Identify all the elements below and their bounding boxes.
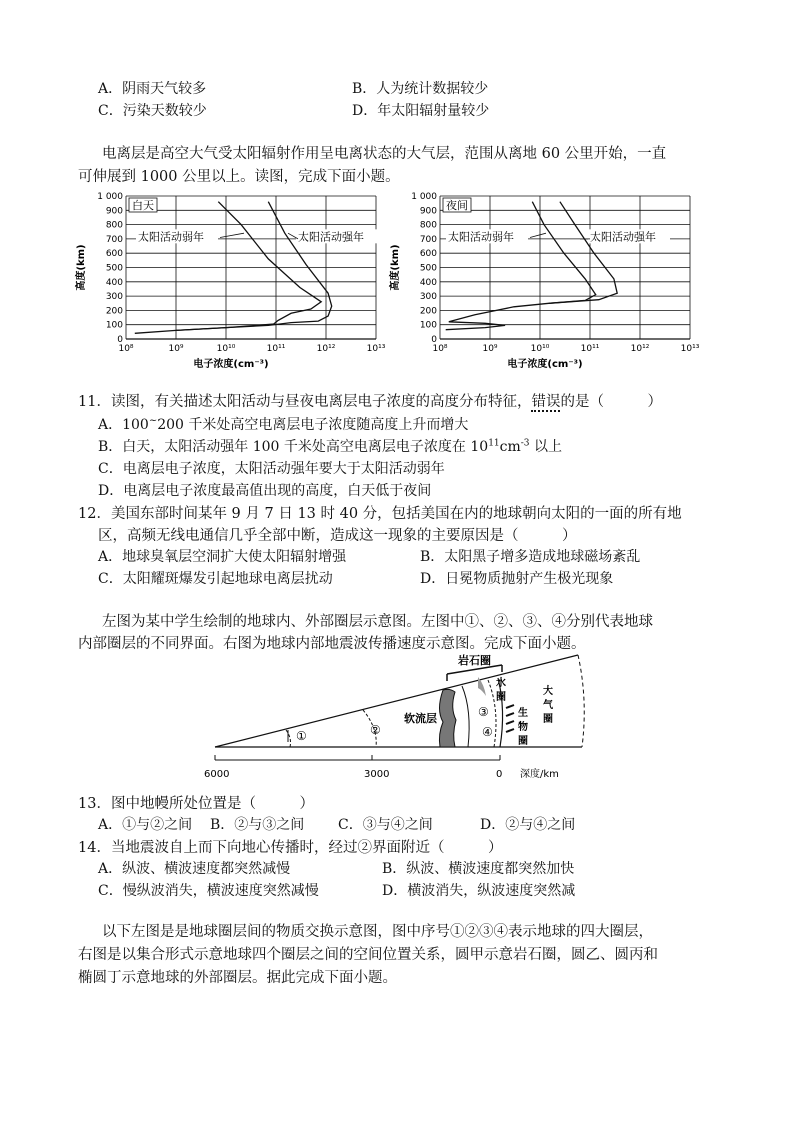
chart1-xtick-5: 10¹³ <box>680 344 700 354</box>
q11-option-c: C．电离层电子浓度，太阳活动强年要大于太阳活动弱年 <box>98 461 445 477</box>
chart1-ytick-6: 600 <box>419 249 437 260</box>
label-biosphere-1: 生 <box>518 708 528 719</box>
q11-option-a-start: A．100 <box>98 417 149 433</box>
chart1-ylabel: 高度(km) <box>390 244 401 291</box>
depth-label-3000: 3000 <box>364 769 390 780</box>
intro2-line1: 左图为某中学生绘制的地球内、外部圈层示意图。左图中①、②、③、④分别代表地球 <box>102 614 653 630</box>
q14-option-b: B．纵波、横波速度都突然加快 <box>382 861 575 877</box>
chart0-ytick-8: 800 <box>105 220 123 231</box>
chart0-ytick-10: 1 000 <box>97 192 123 202</box>
intro2-line2: 内部圈层的不同界面。右图为地球内部地震波传播速度示意图。完成下面小题。 <box>78 636 586 652</box>
chart0-legend-1: 太阳活动强年 <box>298 230 364 244</box>
q11-option-b-end: 以上 <box>529 439 562 455</box>
intro1-line1: 电离层是高空大气受太阳辐射作用呈电离状态的大气层，范围从离地 60 公里开始，一直 <box>102 146 667 162</box>
ionosphere-charts <box>70 188 710 388</box>
q11-option-b-unit: cm <box>499 439 521 455</box>
chart1-ytick-0: 0 <box>431 335 437 345</box>
chart1-leader-0 <box>530 233 546 237</box>
lithosphere-lower-boundary <box>462 686 469 747</box>
q12-option-c: C．太阳耀斑爆发引起地球电离层扰动 <box>98 571 333 587</box>
q12-option-b: B．太阳黑子增多造成地球磁场紊乱 <box>420 549 641 565</box>
q11-option-b-exp2: -3 <box>520 438 530 449</box>
biosphere-icon <box>506 705 514 732</box>
q13-option-a: A．①与②之间 <box>98 817 193 833</box>
chart0-leader-0 <box>220 233 244 237</box>
earth-spheres-diagram <box>200 650 600 790</box>
chart0-ytick-2: 200 <box>105 306 123 317</box>
label-atmosphere-3: 圈 <box>543 714 553 725</box>
chart0-panel-label: 白天 <box>132 199 154 212</box>
q12-stem-line2: 区，高频无线电通信几乎全部中断，造成这一现象的主要原因是（ ） <box>98 528 577 544</box>
q11-option-b-exp1: 11 <box>488 438 500 449</box>
label-atmosphere-2: 气 <box>543 700 553 711</box>
intro1-line2: 可伸展到 1000 公里以上。读图，完成下面小题。 <box>78 169 400 185</box>
chart0-ytick-4: 400 <box>105 277 123 288</box>
prev-option-c: C．污染天数较少 <box>98 103 207 119</box>
q11-option-a <box>98 414 468 434</box>
chart0-xtick-0: 10⁸ <box>118 344 134 354</box>
chart1-xtick-1: 10⁹ <box>482 344 498 354</box>
prev-option-b: B．人为统计数据较少 <box>352 81 489 97</box>
label-biosphere-3: 圈 <box>518 736 528 747</box>
chart1-ytick-9: 900 <box>419 206 437 217</box>
chart0-xtick-3: 10¹¹ <box>266 344 286 354</box>
q13-option-c: C．③与④之间 <box>338 817 433 833</box>
chart0-xtick-5: 10¹³ <box>366 344 386 354</box>
label-biosphere-2: 物 <box>518 722 528 733</box>
chart1-xtick-4: 10¹² <box>630 344 650 354</box>
marker-2: ② <box>370 723 381 737</box>
chart0-ytick-1: 100 <box>105 320 123 331</box>
q11-option-a-end: 200 千米处高空电离层电子浓度随高度上升而增大 <box>157 417 469 433</box>
prev-option-d: D．年太阳辐射量较少 <box>352 103 490 119</box>
q12-stem-line1: 12．美国东部时间某年 9 月 7 日 13 时 40 分，包括美国在内的地球朝向太阳的一面的所有地 <box>78 506 682 522</box>
ionosphere-charts-svg <box>70 188 710 388</box>
chart0-ytick-7: 700 <box>105 234 123 245</box>
q11-option-d: D．电离层电子浓度最高值出现的高度，白天低于夜间 <box>98 483 432 499</box>
marker-1: ① <box>296 729 307 743</box>
chart0-ytick-5: 500 <box>105 263 123 274</box>
label-asthenosphere: 软流层 <box>404 712 437 725</box>
q11-stem-b: 的是（ ） <box>560 394 662 410</box>
q13-stem: 13．图中地幔所处位置是（ ） <box>78 796 314 812</box>
chart1-ytick-2: 200 <box>419 306 437 317</box>
chart0-ytick-9: 900 <box>105 206 123 217</box>
chart0-ytick-3: 300 <box>105 292 123 303</box>
q12-option-a: A．地球臭氧层空洞扩大使太阳辐射增强 <box>98 549 347 565</box>
q11-option-b-start: B．白天，太阳活动强年 100 千米处高空电离层电子浓度在 10 <box>98 439 489 455</box>
marker-4: ④ <box>482 725 493 739</box>
chart1-xtick-2: 10¹⁰ <box>530 344 550 354</box>
depth-label-0: 0 <box>496 769 503 780</box>
chart1-legend-1: 太阳活动强年 <box>590 230 656 244</box>
q11-option-b <box>98 436 562 456</box>
chart1-ytick-8: 800 <box>419 220 437 231</box>
atmosphere-boundary <box>578 655 584 747</box>
q14-stem: 14．当地震波自上而下向地心传播时，经过②界面附近（ ） <box>78 840 503 856</box>
wedge-top-edge <box>215 655 578 747</box>
asthenosphere-band <box>439 689 456 747</box>
depth-unit: 深度/km <box>520 769 559 780</box>
depth-label-6000: 6000 <box>204 769 230 780</box>
intro3-line3: 椭圆丁示意地球的外部圈层。据此完成下面小题。 <box>78 970 397 986</box>
chart1-ytick-5: 500 <box>419 263 437 274</box>
q14-option-a: A．纵波、横波速度都突然减慢 <box>98 861 291 877</box>
chart1-xtick-3: 10¹¹ <box>580 344 600 354</box>
chart0-ytick-6: 600 <box>105 249 123 260</box>
chart0-xlabel: 电子浓度(cm⁻³) <box>193 359 269 370</box>
chart1-panel-label: 夜间 <box>446 199 468 212</box>
chart0-xtick-4: 10¹² <box>316 344 336 354</box>
prev-option-a: A．阴雨天气较多 <box>98 81 207 97</box>
chart0-xtick-2: 10¹⁰ <box>216 344 236 354</box>
label-atmosphere-1: 大 <box>543 686 553 697</box>
q11-stem-emphasis: 错误 <box>531 394 561 410</box>
chart0-legend-0: 太阳活动弱年 <box>138 230 204 244</box>
label-lithosphere: 岩石圈 <box>458 654 491 667</box>
chart1-ytick-7: 700 <box>419 234 437 245</box>
chart1-legend-0: 太阳活动弱年 <box>448 230 514 244</box>
q14-option-d: D．横波消失，纵波速度突然减 <box>382 883 576 899</box>
intro3-line2: 右图是以集合形式示意地球四个圈层之间的空间位置关系，圆甲示意岩石圈，圆乙、圆丙和 <box>78 947 658 963</box>
chart1-ytick-4: 400 <box>419 277 437 288</box>
marker-3: ③ <box>478 705 489 719</box>
q11-option-a-tilde: ~ <box>148 415 158 427</box>
chart1-xtick-0: 10⁸ <box>432 344 448 354</box>
earth-spheres-svg <box>200 650 600 790</box>
q11-stem-a: 11．读图，有关描述太阳活动与昼夜电离层电子浓度的高度分布特征， <box>78 394 532 410</box>
chart1-ytick-1: 100 <box>419 320 437 331</box>
chart1-series-1 <box>549 202 617 304</box>
intro3-line1: 以下左图是是地球圈层间的物质交换示意图，图中序号①②③④表示地球的四大圈层， <box>102 924 653 940</box>
chart0-ytick-0: 0 <box>117 335 123 345</box>
q11-stem <box>78 390 662 411</box>
q14-option-c: C．慢纵波消失，横波速度突然减慢 <box>98 883 319 899</box>
label-hydrosphere-1: 水 <box>496 678 506 689</box>
chart1-xlabel: 电子浓度(cm⁻³) <box>507 359 583 370</box>
chart0-ylabel: 高度(km) <box>76 244 87 291</box>
label-hydrosphere-2: 圈 <box>496 692 506 703</box>
chart1-ytick-3: 300 <box>419 292 437 303</box>
q13-option-d: D．②与④之间 <box>480 817 576 833</box>
q12-option-d: D．日冕物质抛射产生极光现象 <box>420 571 614 587</box>
chart1-ytick-10: 1 000 <box>411 192 437 202</box>
chart0-xtick-1: 10⁹ <box>168 344 184 354</box>
chart0-series-1 <box>176 202 332 331</box>
q13-option-b: B．②与③之间 <box>210 817 305 833</box>
